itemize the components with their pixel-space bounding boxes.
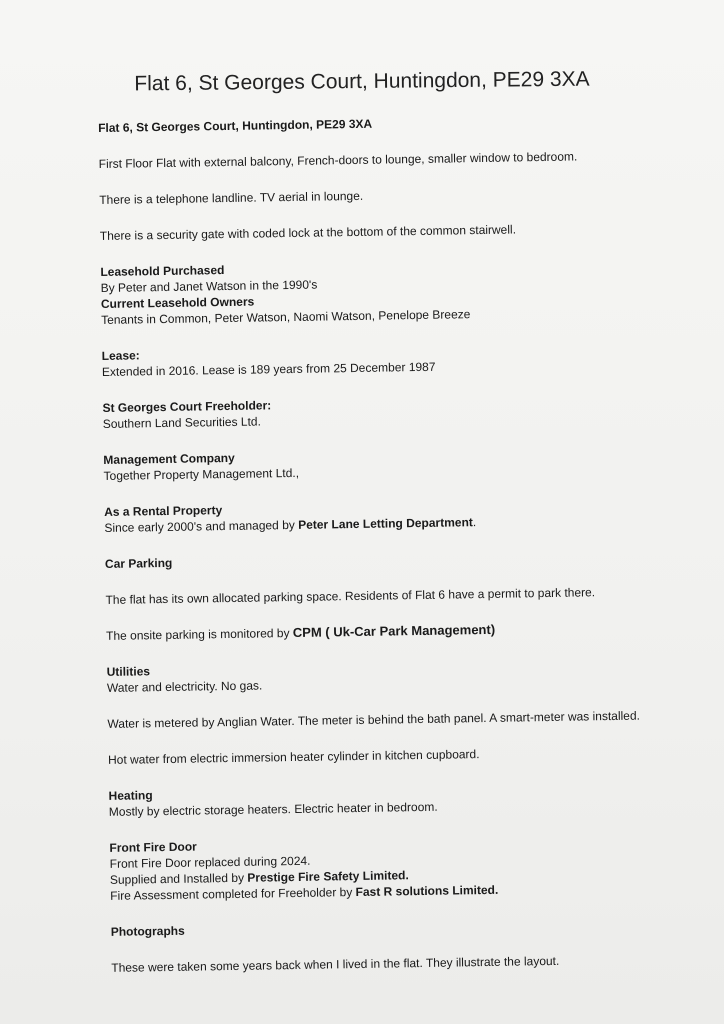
utilities-heading: Utilities [106, 664, 151, 679]
utilities-text-1: Water and electricity. No gas. [106, 678, 263, 695]
rental-agent-name: Peter Lane Letting Department [298, 515, 473, 532]
leasehold-purchased-text: By Peter and Janet Watson in the 1990's [100, 277, 318, 295]
document-body [98, 111, 671, 976]
fire-door-heading: Front Fire Door [109, 839, 197, 855]
lease-text: Extended in 2016. Lease is 189 years from 25 December 1987 [101, 359, 436, 379]
fire-assessor: Fast R solutions Limited. [355, 882, 499, 900]
fire-door-line-1: Front Fire Door replaced during 2024. [109, 853, 311, 871]
heating-heading: Heating [108, 788, 153, 803]
fire-door-line-2-prefix: Supplied and Installed by [109, 870, 248, 887]
address-heading: Flat 6, St Georges Court, Huntingdon, PE29 3XA [98, 116, 373, 135]
leasehold-purchased-heading: Leasehold Purchased [100, 263, 225, 279]
leasehold-owners-heading: Current Leasehold Owners [100, 294, 255, 311]
intro-line-2: There is a telephone landline. TV aerial in lounge. [99, 188, 364, 207]
utilities-text-3: Hot water from electric immersion heater cylinder in kitchen cupboard. [107, 747, 480, 767]
intro-line-1: First Floor Flat with external balcony, French-doors to lounge, smaller window to bedroom. [98, 149, 578, 171]
photographs-text: These were taken some years back when I lived in the flat. They illustrate the layout. [111, 953, 560, 975]
intro-line-3: There is a security gate with coded lock at the bottom of the common stairwell. [99, 222, 517, 243]
parking-operator-name: CPM ( Uk-Car Park Management) [292, 621, 496, 641]
lease-heading: Lease: [101, 348, 140, 363]
freeholder-text: Southern Land Securities Ltd. [102, 414, 261, 431]
photographs-heading: Photographs [110, 923, 185, 939]
rental-heading: As a Rental Property [104, 503, 223, 519]
leasehold-owners-text: Tenants in Common, Peter Watson, Naomi Watson, Penelope Breeze [101, 307, 471, 327]
rental-text-suffix: . [472, 515, 477, 530]
fire-door-line-3-prefix: Fire Assessment completed for Freeholder by [110, 885, 356, 903]
parking-text-2 [106, 619, 666, 644]
parking-heading: Car Parking [104, 555, 173, 571]
page-title: Flat 6, St Georges Court, Huntingdon, PE29 3XA [134, 67, 590, 96]
management-text: Together Property Management Ltd., [103, 465, 300, 483]
freeholder-heading: St Georges Court Freeholder: [102, 398, 272, 415]
fire-door-supplier: Prestige Fire Safety Limited. [247, 868, 409, 885]
utilities-text-2: Water is metered by Anglian Water. The meter is behind the bath panel. A smart-meter was installed. [107, 708, 641, 731]
parking-text-1: The flat has its own allocated parking space. Residents of Flat 6 have a permit to park there. [105, 585, 596, 607]
management-heading: Management Company [103, 450, 235, 467]
rental-text-prefix: Since early 2000's and managed by [104, 517, 299, 535]
parking-text-2-prefix: The onsite parking is monitored by [105, 626, 293, 643]
heating-text: Mostly by electric storage heaters. Electric heater in bedroom. [108, 799, 438, 819]
